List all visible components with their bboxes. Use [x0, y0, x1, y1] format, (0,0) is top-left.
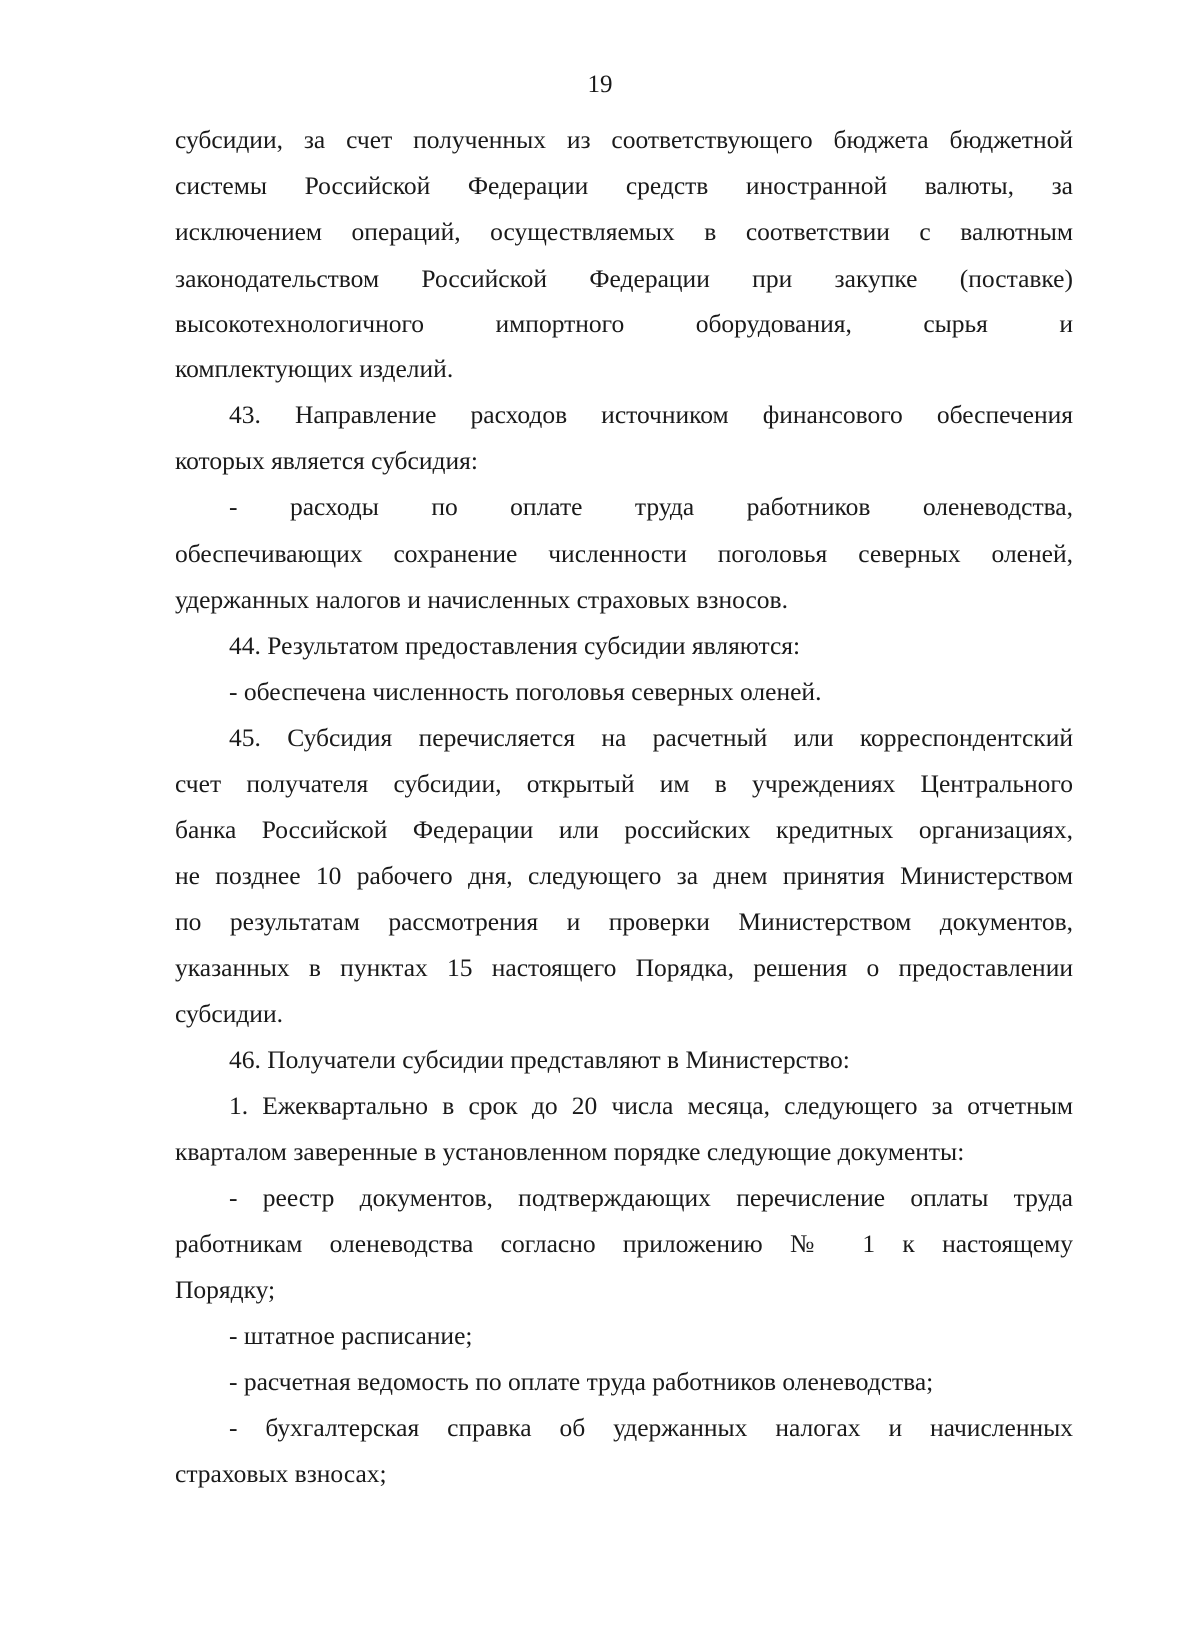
text-line: кварталом заверенные в установленном порядке следующие документы:: [175, 1137, 965, 1166]
text-line: удержанных налогов и начисленных страховых взносов.: [175, 585, 788, 614]
text-line: - бухгалтерская справка об удержанных налогах и начисленных: [229, 1413, 1073, 1442]
text-line: 45. Субсидия перечисляется на расчетный или корреспондентский: [229, 723, 1073, 752]
text-line: законодательством Российской Федерации при закупке (поставке): [175, 264, 1073, 293]
text-line: 1. Ежеквартально в срок до 20 числа месяца, следующего за отчетным: [229, 1091, 1073, 1120]
text-line: - расчетная ведомость по оплате труда работников оленеводства;: [229, 1367, 934, 1396]
page-number: 19: [587, 71, 613, 98]
text-line: обеспечивающих сохранение численности поголовья северных оленей,: [175, 539, 1073, 568]
text-line: субсидии.: [175, 999, 283, 1028]
text-line: не позднее 10 рабочего дня, следующего за днем принятия Министерством: [175, 861, 1073, 890]
text-line: - штатное расписание;: [229, 1321, 473, 1350]
text-line: комплектующих изделий.: [175, 354, 454, 383]
text-line: исключением операций, осуществляемых в соответствии с валютным: [175, 217, 1073, 246]
text-line: банка Российской Федерации или российских кредитных организациях,: [175, 815, 1073, 844]
text-line: 43. Направление расходов источником финансового обеспечения: [229, 400, 1073, 429]
text-line: которых является субсидия:: [175, 446, 478, 475]
text-line: субсидии, за счет полученных из соответствующего бюджета бюджетной: [175, 125, 1073, 154]
text-line: - расходы по оплате труда работников оленеводства,: [229, 492, 1073, 521]
text-line: страховых взносах;: [175, 1459, 387, 1488]
text-line: высокотехнологичного импортного оборудования, сырья и: [175, 309, 1073, 338]
text-line: 46. Получатели субсидии представляют в Министерство:: [229, 1045, 850, 1074]
text-line: - реестр документов, подтверждающих перечисление оплаты труда: [229, 1183, 1073, 1212]
text-line: Порядку;: [175, 1275, 276, 1304]
text-line: работникам оленеводства согласно приложению № 1 к настоящему: [175, 1229, 1073, 1258]
text-line: по результатам рассмотрения и проверки Министерством документов,: [175, 907, 1073, 936]
text-line: - обеспечена численность поголовья северных оленей.: [229, 677, 822, 706]
text-line: системы Российской Федерации средств иностранной валюты, за: [175, 171, 1073, 200]
text-line: 44. Результатом предоставления субсидии являются:: [229, 631, 801, 660]
text-line: указанных в пунктах 15 настоящего Порядка, решения о предоставлении: [175, 953, 1073, 982]
text-line: счет получателя субсидии, открытый им в учреждениях Центрального: [175, 769, 1073, 798]
